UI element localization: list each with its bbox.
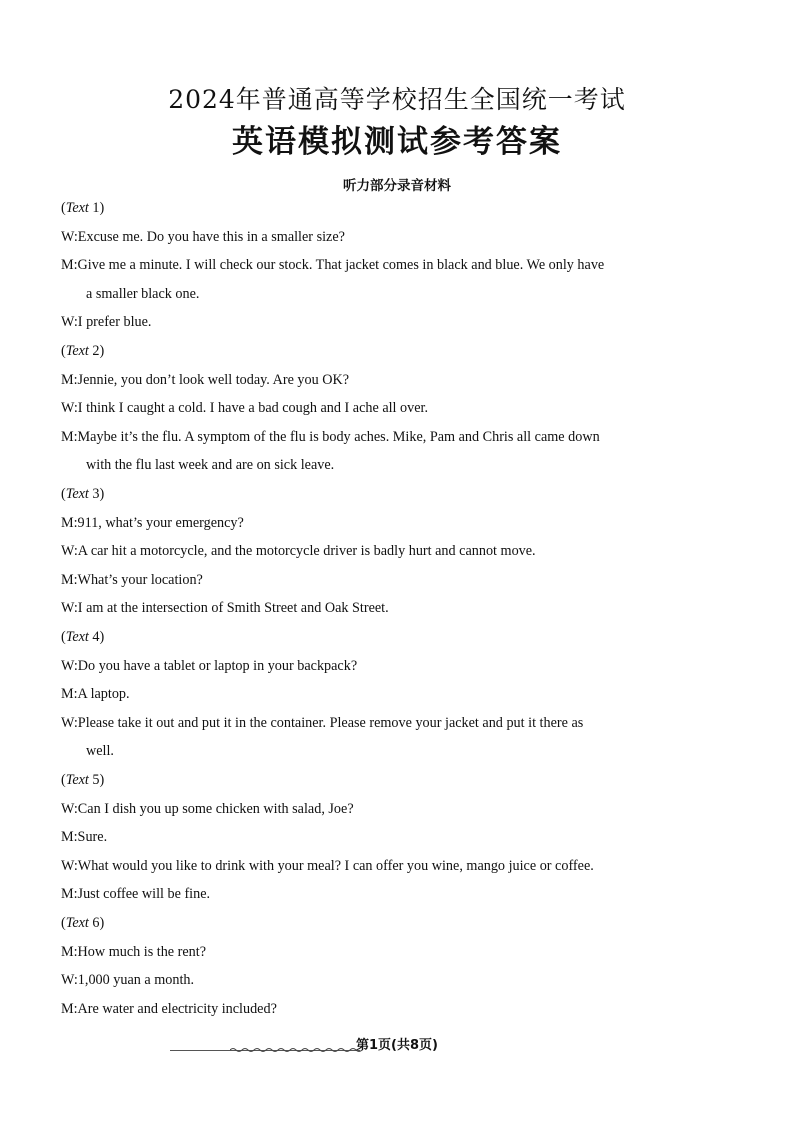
dialog-line: M:911, what’s your emergency?: [61, 514, 244, 531]
dialog-line: M:How much is the rent?: [61, 943, 206, 960]
exam-title: 2024年普通高等学校招生全国统一考试: [168, 85, 626, 114]
dialog-line: W:A car hit a motorcycle, and the motorcycle driver is badly hurt and cannot move.: [61, 543, 536, 560]
section-label: (Text 4): [61, 629, 105, 645]
dialog-line: W:Do you have a tablet or laptop in your backpack?: [61, 657, 358, 674]
section-label: (Text 1): [61, 200, 105, 216]
dialog-line: W:I am at the intersection of Smith Street and Oak Street.: [61, 600, 389, 617]
answer-key-title: 英语模拟测试参考答案: [232, 124, 562, 160]
section-label: (Text 6): [61, 915, 105, 931]
dialog-line: M:Jennie, you don’t look well today. Are you OK?: [61, 371, 350, 388]
section-label: (Text 5): [61, 772, 105, 788]
dialog-line: M:Just coffee will be fine.: [61, 886, 211, 903]
dialog-line: M:Are water and electricity included?: [61, 1000, 277, 1017]
dialog-line-continuation: with the flu last week and are on sick leave.: [86, 457, 335, 474]
dialog-line: W:Can I dish you up some chicken with salad, Joe?: [61, 800, 354, 817]
dialog-line-continuation: well.: [86, 743, 114, 760]
dialog-line: M:Give me a minute. I will check our stock. That jacket comes in black and blue. We only have: [61, 257, 605, 274]
dialog-line: M:A laptop.: [61, 686, 130, 703]
dialog-line: W:I prefer blue.: [61, 314, 152, 331]
dialog-line: M:Maybe it’s the flu. A symptom of the flu is body aches. Mike, Pam and Chris all came down: [61, 428, 600, 445]
dialog-line: W:Excuse me. Do you have this in a smaller size?: [61, 228, 345, 245]
dialog-line: W:Please take it out and put it in the container. Please remove your jacket and put it there as: [61, 714, 584, 731]
section-label: (Text 2): [61, 343, 105, 359]
dialog-line: W:1,000 yuan a month.: [61, 972, 195, 989]
listening-transcript-heading: 听力部分录音材料: [343, 178, 451, 194]
section-label: (Text 3): [61, 486, 105, 502]
dialog-line-continuation: a smaller black one.: [86, 285, 200, 302]
dialog-line: W:What would you like to drink with your meal? I can offer you wine, mango juice or coffee.: [61, 857, 594, 874]
dialog-line: M:What’s your location?: [61, 571, 203, 588]
dialog-line: M:Sure.: [61, 829, 108, 846]
dialog-line: W:I think I caught a cold. I have a bad cough and I ache all over.: [61, 400, 429, 417]
page-number: 第1页(共8页): [356, 1038, 438, 1053]
